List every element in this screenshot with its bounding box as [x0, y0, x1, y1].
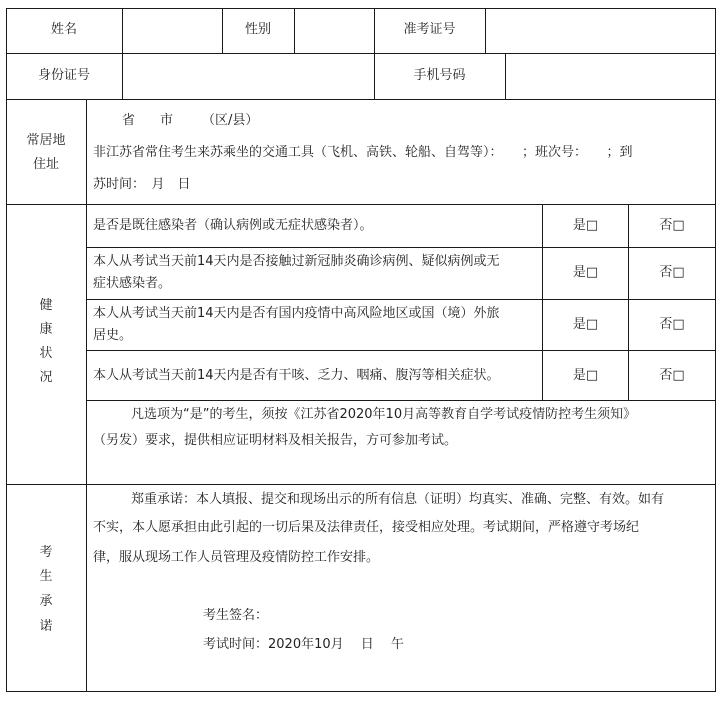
health-question-3-line2: 居史。: [93, 328, 133, 343]
health-label-char-2: 康: [39, 322, 53, 337]
id-label: 身份证号: [37, 68, 90, 83]
residence-arrival-line: 苏时间： 月 日: [93, 177, 191, 192]
health-q1-yes[interactable]: 是□: [572, 218, 599, 233]
row-sep-2: [6, 99, 716, 100]
health-q2-yes[interactable]: 是□: [572, 265, 599, 280]
pledge-label-char-2: 生: [39, 569, 53, 584]
health-sep-3: [86, 350, 716, 351]
residence-label-line1: 常居地: [26, 133, 66, 148]
health-question-2-line2: 症状感染者。: [93, 276, 172, 291]
residence-district: （区/县）: [202, 113, 259, 128]
pledge-exam-time: 考试时间：2020年10月 日 午: [203, 637, 404, 652]
pledge-signature-label: 考生签名：: [203, 608, 269, 623]
health-note-line2: （另发）要求，提供相应证明材料及相关报告，方可参加考试。: [93, 433, 458, 448]
border-left: [6, 8, 7, 692]
pledge-label-char-4: 诺: [39, 619, 53, 634]
residence-transport-line: 非江苏省常住考生来苏乘坐的交通工具（飞机、高铁、轮船、自驾等）： ；班次号： ；到: [93, 145, 633, 160]
name-field[interactable]: [123, 9, 222, 53]
health-label-char-1: 健: [39, 298, 53, 313]
pledge-line-3: 律，服从现场工作人员管理及疫情防控工作安排。: [93, 550, 380, 565]
gender-field[interactable]: [295, 9, 374, 53]
health-question-3-line1: 本人从考试当天前14天内是否有国内疫情中高风险地区或国（境）外旅: [93, 306, 500, 321]
residence-label-line2: 住址: [32, 157, 59, 172]
label-col-divider: [86, 99, 87, 692]
health-q4-yes[interactable]: 是□: [572, 368, 599, 383]
health-sep-2: [86, 299, 716, 300]
id-field[interactable]: [123, 54, 374, 99]
pledge-line-2: 不实，本人愿承担由此引起的一切后果及法律责任，接受相应处理。考试期间，严格遵守考场纪: [93, 520, 640, 535]
health-question-4: 本人从考试当天前14天内是否有干咳、乏力、咽痛、腹泻等相关症状。: [93, 368, 500, 383]
health-q4-no[interactable]: 否□: [659, 368, 685, 383]
health-sep-4: [86, 400, 716, 401]
health-question-1: 是否是既往感染者（确认病例或无症状感染者）。: [93, 218, 373, 233]
health-label-char-3: 状: [39, 346, 53, 361]
health-q1-no[interactable]: 否□: [659, 218, 685, 233]
phone-label: 手机号码: [413, 68, 466, 83]
pledge-label-char-3: 承: [39, 594, 53, 609]
health-question-2-line1: 本人从考试当天前14天内是否接触过新冠肺炎确诊病例、疑似病例或无: [93, 254, 500, 269]
residence-city: 市: [160, 113, 174, 128]
residence-province: 省: [122, 113, 136, 128]
health-note-line1: 凡选项为“是”的考生，须按《江苏省2020年10月高等教育自学考试疫情防控考生须知》: [131, 407, 637, 422]
border-bottom: [6, 691, 716, 692]
exam-no-field[interactable]: [486, 9, 715, 53]
pledge-line-1: 郑重承诺：本人填报、提交和现场出示的所有信息（证明）均真实、准确、完整、有效。如有: [131, 492, 665, 507]
gender-label: 性别: [244, 22, 271, 37]
row-sep-3: [6, 204, 716, 205]
health-sep-1: [86, 247, 716, 248]
row-sep-4: [6, 484, 716, 485]
phone-field[interactable]: [506, 54, 715, 99]
signature-field[interactable]: [275, 600, 475, 628]
health-label-char-4: 况: [39, 370, 53, 385]
health-q3-yes[interactable]: 是□: [572, 317, 599, 332]
health-q3-no[interactable]: 否□: [659, 317, 685, 332]
name-label: 姓名: [50, 22, 77, 37]
exam-no-label: 准考证号: [403, 22, 456, 37]
health-q2-no[interactable]: 否□: [659, 265, 685, 280]
pledge-label-char-1: 考: [39, 545, 53, 560]
